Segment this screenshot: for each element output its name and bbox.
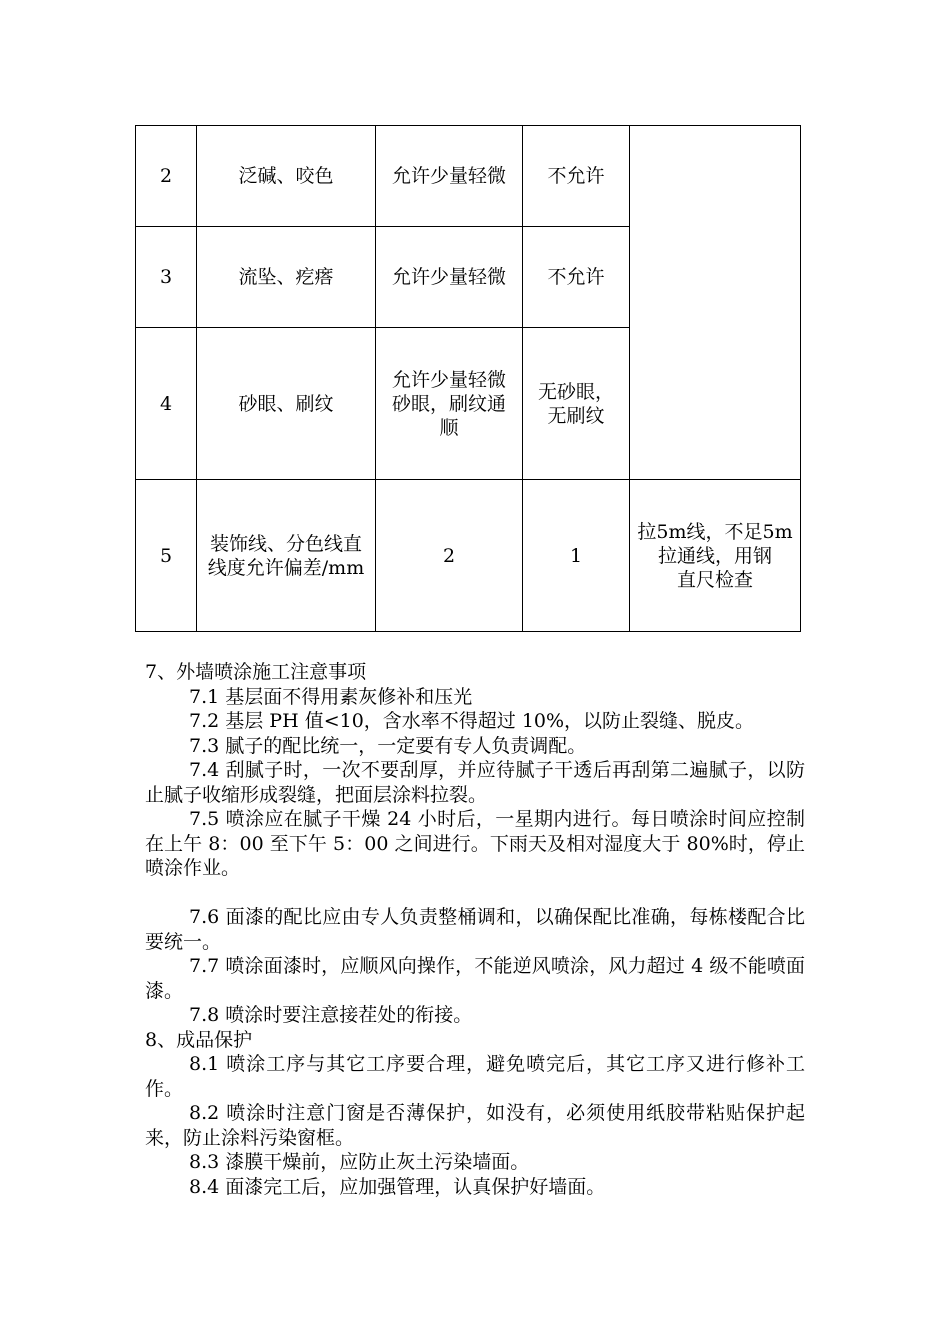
section-7-item: 7.2 基层 PH 值<10，含水率不得超过 10%，以防止裂缝、脱皮。 <box>189 710 755 732</box>
advanced-grade-cell: 无砂眼， 无刷纹 <box>523 328 630 480</box>
normal-grade-cell: 2 <box>376 480 523 632</box>
item-cell: 砂眼、刷纹 <box>197 328 376 480</box>
normal-grade-cell: 允许少量轻微 <box>376 126 523 227</box>
section-8-item: 8.2 喷涂时注意门窗是否薄保护，如没有，必须使用纸胶带粘贴保护起来，防止涂料污染窗框。 <box>145 1102 805 1149</box>
advanced-grade-cell: 不允许 <box>523 227 630 328</box>
item-cell: 泛碱、咬色 <box>197 126 376 227</box>
section-7-item: 7.1 基层面不得用素灰修补和压光 <box>189 685 473 708</box>
section-7-item: 7.5 喷涂应在腻子干燥 24 小时后，一星期内进行。每日喷涂时间应控制在上午 8：00 至下午 5：00 之间进行。下雨天及相对湿度大于 80%时，停止喷涂作业。 <box>145 808 805 879</box>
row-number: 2 <box>136 126 197 227</box>
item-cell: 装饰线、分色线直 线度允许偏差/mm <box>197 480 376 632</box>
section-7-heading: 7、外墙喷涂施工注意事项 <box>145 661 367 683</box>
document-body <box>145 660 805 1199</box>
method-cell: 拉5m线，不足5m 拉通线，用钢 直尺检查 <box>630 480 801 632</box>
row-number: 5 <box>136 480 197 632</box>
section-8-item: 8.1 喷涂工序与其它工序要合理，避免喷完后，其它工序又进行修补工作。 <box>145 1053 805 1100</box>
quality-standard-table <box>135 125 801 632</box>
section-8-item: 8.3 漆膜干燥前，应防止灰土污染墙面。 <box>189 1151 530 1173</box>
row-number: 4 <box>136 328 197 480</box>
advanced-grade-cell: 1 <box>523 480 630 632</box>
section-7-item: 7.8 喷涂时要注意接茬处的衔接。 <box>189 1004 473 1026</box>
normal-grade-cell: 允许少量轻微 砂眼，刷纹通 顺 <box>376 328 523 480</box>
table-row <box>136 126 801 227</box>
section-8-heading: 8、成品保护 <box>145 1028 253 1051</box>
section-7-item: 7.6 面漆的配比应由专人负责整桶调和，以确保配比准确，每栋楼配合比要统一。 <box>145 906 805 953</box>
section-7-item: 7.4 刮腻子时，一次不要刮厚，并应待腻子干透后再刮第二遍腻子，以防止腻子收缩形成裂缝，把面层涂料拉裂。 <box>145 759 805 806</box>
table-row <box>136 480 801 632</box>
method-cell-merged <box>630 126 801 480</box>
row-number: 3 <box>136 227 197 328</box>
section-7-item: 7.7 喷涂面漆时，应顺风向操作，不能逆风喷涂，风力超过 4 级不能喷面漆。 <box>145 955 805 1002</box>
normal-grade-cell: 允许少量轻微 <box>376 227 523 328</box>
item-cell: 流坠、疙瘩 <box>197 227 376 328</box>
blank-line <box>145 881 805 906</box>
advanced-grade-cell: 不允许 <box>523 126 630 227</box>
section-7-item: 7.3 腻子的配比统一，一定要有专人负责调配。 <box>189 734 587 757</box>
section-8-item: 8.4 面漆完工后，应加强管理，认真保护好墙面。 <box>189 1175 606 1198</box>
